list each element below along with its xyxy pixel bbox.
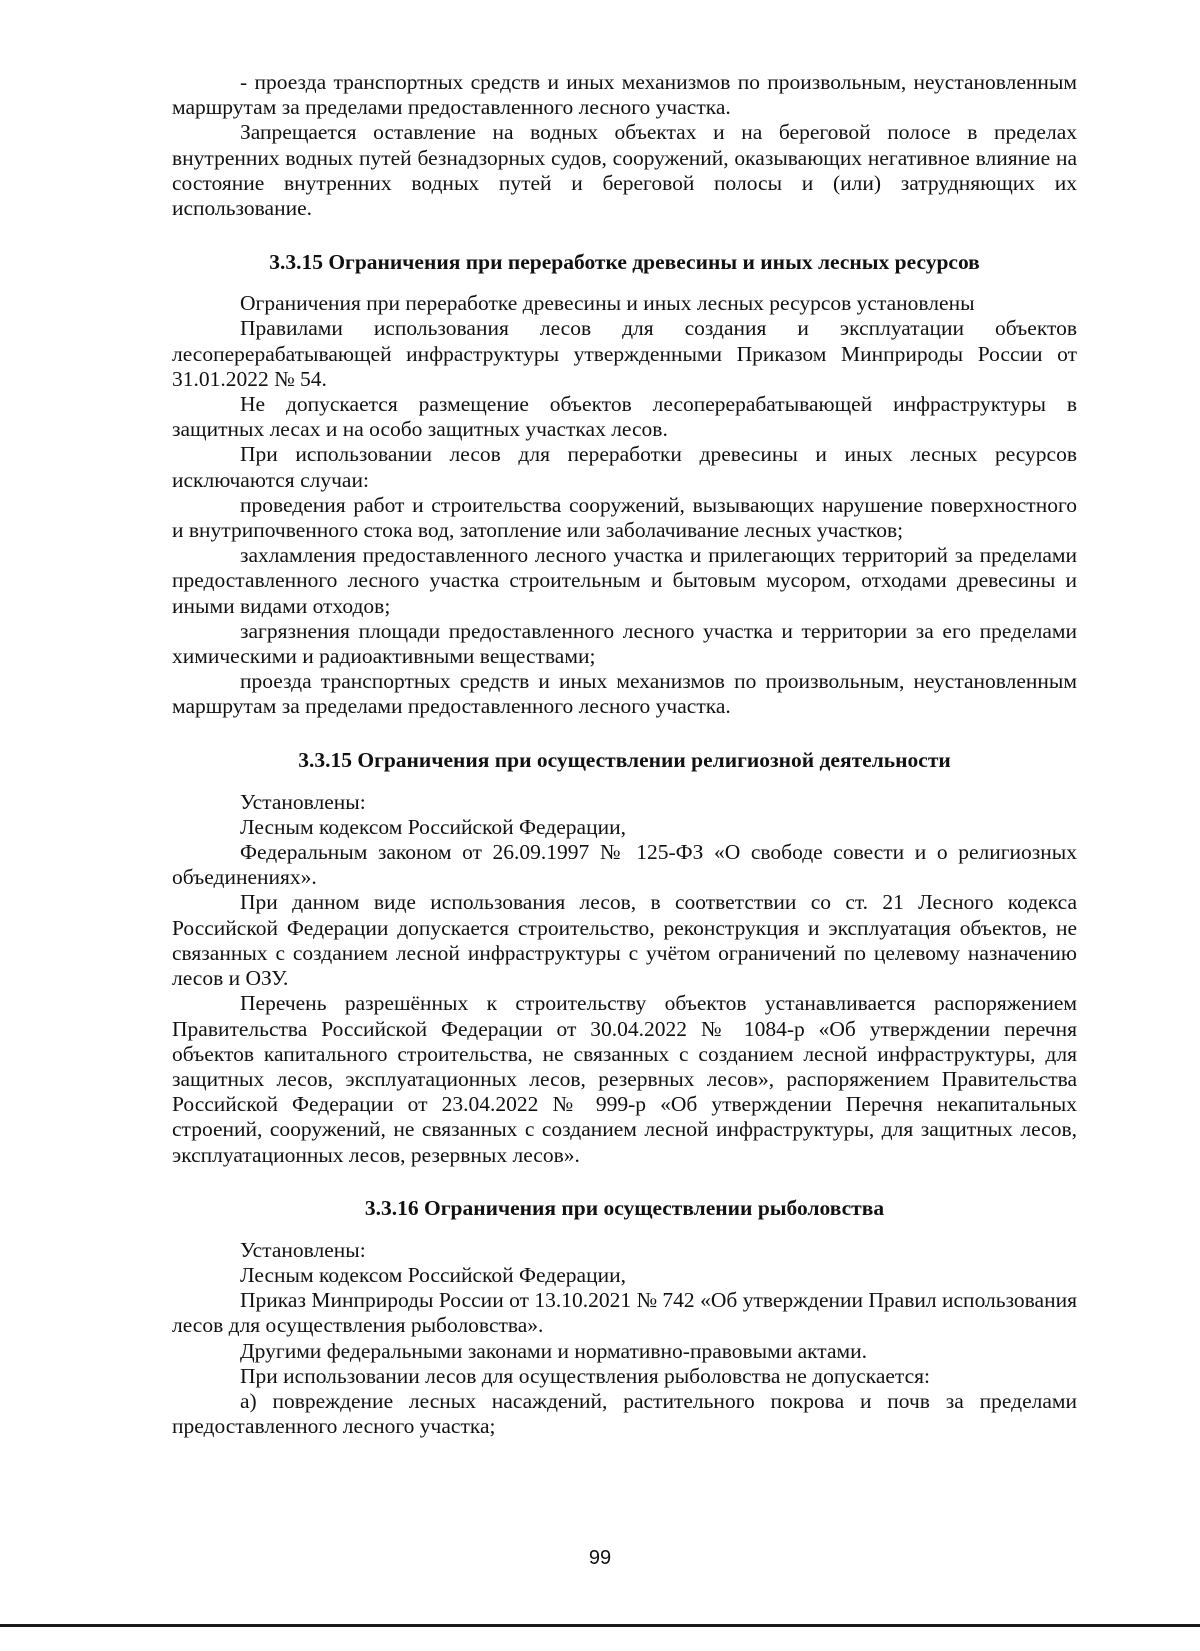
page-number: 99 xyxy=(588,1547,612,1569)
section-heading-fishing: 3.3.16 Ограничения при осуществлении рыболовства xyxy=(364,1195,885,1220)
paragraph: Другими федеральными законами и нормативно-правовыми актами. xyxy=(240,1338,867,1363)
paragraph: Не допускается размещение объектов лесоперерабатывающей инфраструктуры в защитных лесах и на особо защитных участках лесов. xyxy=(172,392,1077,442)
document-page xyxy=(172,70,1077,1439)
paragraph: Установлены: xyxy=(240,1237,366,1262)
paragraph: Федеральным законом от 26.09.1997 № 125-ФЗ «О свободе совести и о религиозных объединениях». xyxy=(172,840,1077,890)
paragraph: Лесным кодексом Российской Федерации, xyxy=(240,1262,626,1287)
paragraph: а) повреждение лесных насаждений, растительного покрова и почв за пределами предоставленного лесного участка; xyxy=(172,1388,1077,1439)
paragraph: захламления предоставленного лесного участка и прилегающих территорий за пределами предоставленного лесного участка строительным и бытовым мусором, отходами древесины и иными видами отходов; xyxy=(172,543,1077,618)
paragraph: проезда транспортных средств и иных механизмов по произвольным, неустановленным маршрутам за пределами предоставленного лесного участка. xyxy=(172,669,1077,719)
paragraph: - проезда транспортных средств и иных механизмов по произвольным, неустановленным маршрутам за пределами предоставленного лесного участка. xyxy=(172,70,1077,120)
section-heading-wood-processing: 3.3.15 Ограничения при переработке древесины и иных лесных ресурсов xyxy=(269,250,980,275)
paragraph: При использовании лесов для переработки древесины и иных лесных ресурсов исключаются случаи: xyxy=(172,442,1077,492)
section-heading-religious-activity: 3.3.15 Ограничения при осуществлении религиозной деятельности xyxy=(298,747,951,772)
paragraph: При использовании лесов для осуществления рыболовства не допускается: xyxy=(240,1363,930,1388)
paragraph: Установлены: xyxy=(240,789,366,814)
paragraph: проведения работ и строительства сооружений, вызывающих нарушение поверхностного и внутрипочвенного стока вод, затопление или заболачивание лесных участков; xyxy=(172,492,1077,543)
paragraph: Ограничения при переработке древесины и иных лесных ресурсов установлены xyxy=(240,291,975,316)
paragraph: Приказ Минприроды России от 13.10.2021 № 742 «Об утверждении Правил использования лесов для осуществления рыболовства». xyxy=(172,1288,1077,1338)
paragraph: Лесным кодексом Российской Федерации, xyxy=(240,814,626,839)
paragraph: Запрещается оставление на водных объектах и на береговой полосе в пределах внутренних водных путей безнадзорных судов, сооружений, оказывающих негативное влияние на состояние внутренних водных путей и береговой полосы и (или) затрудняющих их использование. xyxy=(172,120,1077,221)
paragraph: Перечень разрешённых к строительству объектов устанавливается распоряжением Правительства Российской Федерации от 30.04.2022 № 1084-р «Об утверждении перечня объектов капитального строительства, не связанных с созданием лесной инфраструктуры, для защитных лесов, эксплуатационных лесов, резервных лесов», распоряжением Правительства Российской Федерации от 23.04.2022 № 999-р «Об утверждении Перечня некапитальных строений, сооружений, не связанных с созданием лесной инфраструктуры, для защитных лесов, эксплуатационных лесов, резервных лесов». xyxy=(172,991,1077,1167)
paragraph: При данном виде использования лесов, в соответствии со ст. 21 Лесного кодекса Российской Федерации допускается строительство, реконструкция и эксплуатация объектов, не связанных с созданием лесной инфраструктуры с учётом ограничений по целевому назначению лесов и ОЗУ. xyxy=(172,890,1077,991)
bottom-divider xyxy=(0,1624,1200,1627)
paragraph: Правилами использования лесов для создания и эксплуатации объектов лесоперерабатывающей инфраструктуры утвержденными Приказом Минприроды России от 31.01.2022 № 54. xyxy=(172,316,1077,391)
paragraph: загрязнения площади предоставленного лесного участка и территории за его пределами химическими и радиоактивными веществами; xyxy=(172,618,1077,669)
